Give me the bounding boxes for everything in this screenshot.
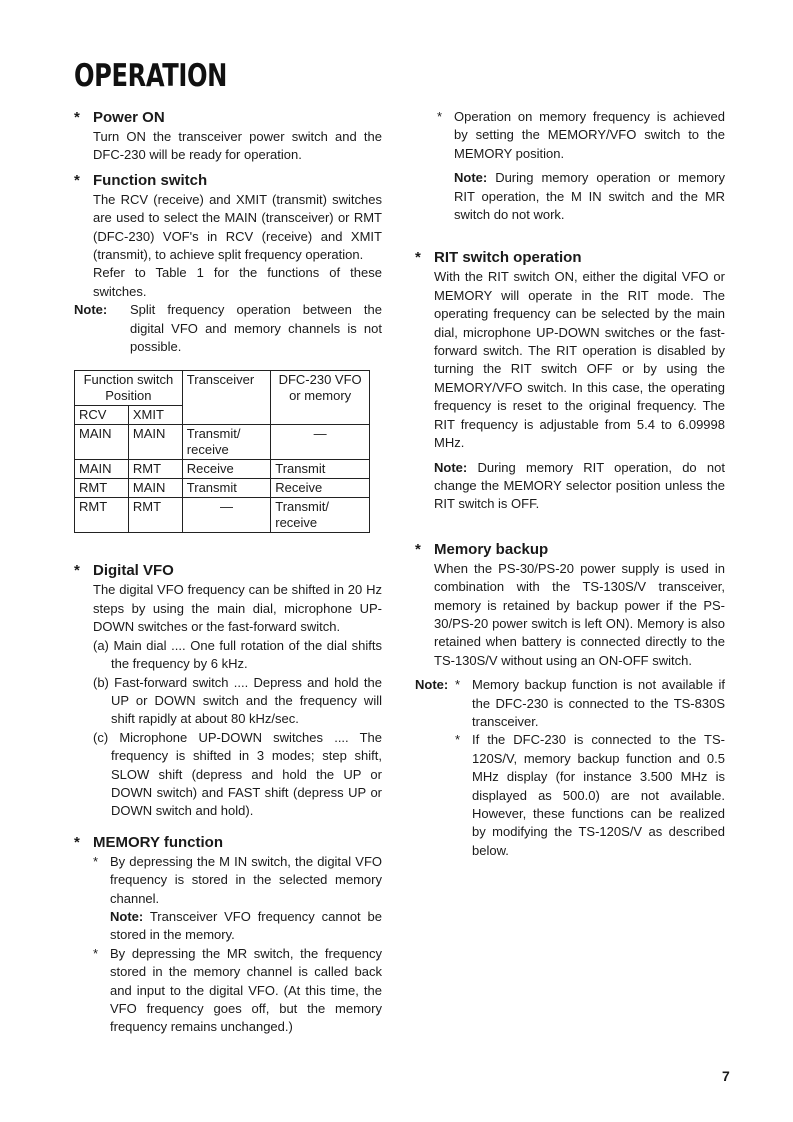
memory-backup-note (415, 676, 725, 860)
left-column (74, 108, 382, 1037)
note-text: During memory RIT operation, do not change the MEMORY selector position unless the RIT switch is OFF. (434, 459, 725, 512)
memory-note-1 (74, 908, 382, 945)
asterisk-bullet: * (93, 853, 99, 869)
asterisk-bullet: * (437, 109, 443, 124)
page-title: OPERATION (74, 58, 228, 94)
table-header-transceiver: Transceiver (182, 371, 270, 425)
section-heading-memory-backup: * Memory backup (415, 540, 549, 558)
memory-bullet-3: * Operation on memory frequency is achieved by setting the MEMORY/VFO switch to the MEMORY position. (415, 108, 725, 163)
table-row: RMT MAIN Transmit Receive (75, 479, 370, 498)
note-label: Note: (454, 170, 488, 186)
digital-vfo-text: The digital VFO frequency can be shifted in 20 Hz steps by using the main dial, microphone UP-DOWN switches or the fast-forward switch. (93, 582, 382, 635)
note-label: Note: (415, 677, 449, 693)
digital-vfo-item-b: (b) Fast-forward switch .... Depress and hold the UP or DOWN switch and the frequency will shift rapidly at about 80 kHz/sec. (93, 674, 382, 727)
table-header-xmit: XMIT (128, 406, 182, 425)
asterisk-bullet: * (74, 109, 80, 126)
function-switch-refer: Refer to Table 1 for the functions of these switches. (93, 265, 382, 299)
note-label: Note: (74, 302, 108, 318)
page-number: 7 (722, 1068, 730, 1084)
asterisk-bullet: * (74, 562, 80, 580)
asterisk-bullet: * (93, 945, 99, 961)
asterisk-bullet: * (455, 677, 461, 693)
rit-text: With the RIT switch ON, either the digital VFO or MEMORY will operate in the RIT mode. The operating frequency can be selected by the main dial, microphone UP-DOWN switches or the fast-forward switch. The RIT operation is disabled by turning the RIT switch OFF or by using the MEMORY/VFO switch. In this case, the operating frequency is reset to the original frequency. The RIT frequency is adjustable from 5.4 to 6.09998 MHz. (434, 269, 725, 451)
function-switch-table (74, 370, 370, 533)
memory-backup-text: When the PS-30/PS-20 power supply is used in combination with the TS-130S/V transceiver, memory is retained by backup power if the PS-30/PS-20 power switch is left ON). Memory is also retained when battery is connected directly to the TS-130S/V without using an ON-OFF switch. (434, 560, 725, 668)
memory-bullet-1: * By depressing the M IN switch, the digital VFO frequency is stored in the selected memory channel. (74, 853, 382, 908)
right-column (415, 108, 725, 860)
memory-bullet-2: * By depressing the MR switch, the frequency stored in the memory channel is called back and input to the digital VFO. (At this time, the VFO frequency goes off, but the memory frequency remains unchanged.) (74, 945, 382, 1037)
asterisk-bullet: * (415, 540, 421, 558)
note-label: Note: (110, 908, 144, 924)
note-text: Split frequency operation between the digital VFO and memory channels is not possible. (130, 302, 382, 355)
memory-note-2 (415, 169, 725, 224)
table-header-function-switch: Function switch Position (75, 371, 183, 406)
asterisk-bullet: * (74, 833, 80, 851)
section-heading-digital-vfo: * Digital VFO (74, 562, 174, 580)
function-switch-text: The RCV (receive) and XMIT (transmit) switches are used to select the MAIN (transceiver) or RMT (DFC-230) VOF's in RCV (receive) and XMIT (transmit), to achieve split frequency operation. (93, 191, 382, 263)
section-heading-memory-function: * MEMORY function (74, 833, 223, 851)
table-header-dfc230: DFC-230 VFO or memory (271, 371, 370, 425)
digital-vfo-item-c: (c) Microphone UP-DOWN switches .... The frequency is shifted in 3 modes; step shift, SLOW shift (depress and hold the UP or DOWN switch) and FAST shift (depress UP or DOWN switch and hold). (93, 729, 382, 819)
table-row: MAIN RMT Receive Transmit (75, 460, 370, 479)
memory-backup-note-item: * Memory backup function is not available if the DFC-230 is connected to the TS-830S transceiver. (455, 676, 725, 731)
memory-backup-note-item: * If the DFC-230 is connected to the TS-120S/V, memory backup function and 0.5 MHz display (for instance 3.500 MHz is displayed as 500.0) are not available. However, these functions can be realized by modifying the TS-120S/V as described below. (455, 731, 725, 860)
digital-vfo-item-a: (a) Main dial .... One full rotation of the dial shifts the frequency by 6 kHz. (93, 637, 382, 672)
asterisk-bullet: * (415, 249, 421, 267)
section-heading-power-on: * Power ON (74, 109, 165, 126)
table-row: RMT RMT — Transmit/ receive (75, 498, 370, 533)
table-row: MAIN MAIN Transmit/ receive — (75, 425, 370, 460)
note-text: During memory operation or memory RIT operation, the M IN switch and the MR switch do not work. (454, 170, 725, 223)
asterisk-bullet: * (74, 171, 80, 189)
asterisk-bullet: * (455, 732, 461, 748)
section-heading-function-switch: * Function switch (74, 171, 208, 189)
section-heading-rit: * RIT switch operation (415, 249, 582, 267)
power-on-text: Turn ON the transceiver power switch and the DFC-230 will be ready for operation. (93, 129, 382, 163)
table-header-rcv: RCV (75, 406, 129, 425)
note-label: Note: (434, 459, 468, 475)
function-switch-note (74, 301, 382, 356)
rit-note (415, 459, 725, 514)
note-text: Transceiver VFO frequency cannot be stored in the memory. (110, 908, 382, 943)
